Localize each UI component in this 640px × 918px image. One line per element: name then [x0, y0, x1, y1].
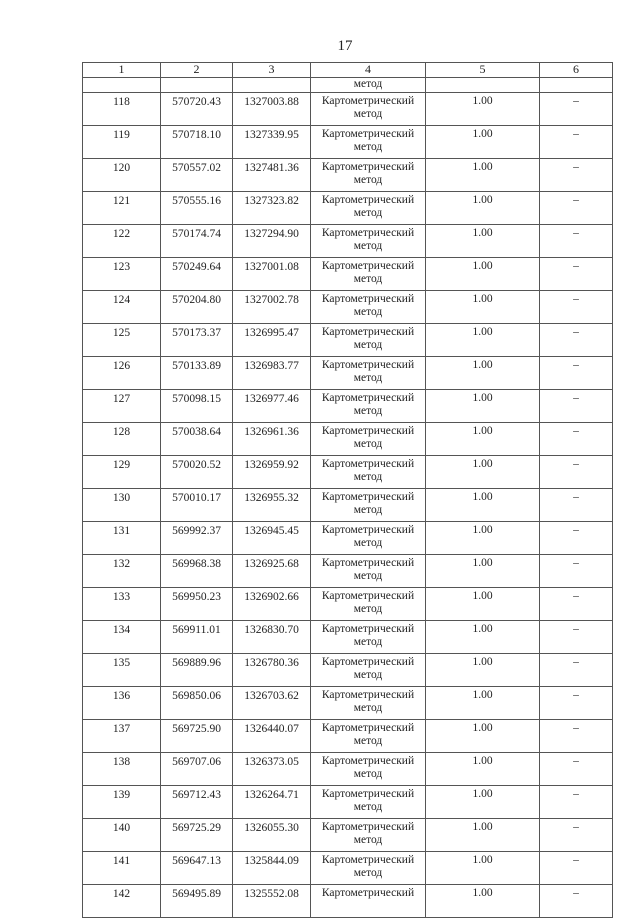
table-row [83, 225, 613, 258]
point-number-cell: 127 [83, 390, 161, 423]
method-line-1: Картометрический [321, 392, 415, 404]
method-cell [311, 621, 426, 654]
method-line-1: Картометрический [321, 887, 415, 899]
precision-cell: 1.00 [426, 489, 540, 522]
method-line-1: Картометрический [321, 260, 415, 272]
method-cell [311, 456, 426, 489]
method-line-2: метод [353, 273, 383, 285]
table-row [83, 852, 613, 885]
method-line-2: метод [353, 405, 383, 417]
method-cell [311, 555, 426, 588]
method-cell [311, 588, 426, 621]
y-coordinate-cell: 1326055.30 [233, 819, 311, 852]
method-cell [311, 720, 426, 753]
point-number-cell: 131 [83, 522, 161, 555]
x-coordinate-cell: 569647.13 [161, 852, 233, 885]
method-line-2: метод [353, 702, 383, 714]
method-line-2: метод [353, 636, 383, 648]
precision-cell: 1.00 [426, 390, 540, 423]
x-coordinate-cell: 570038.64 [161, 423, 233, 456]
precision-cell: 1.00 [426, 225, 540, 258]
y-coordinate-cell: 1326977.46 [233, 390, 311, 423]
precision-cell: 1.00 [426, 720, 540, 753]
x-coordinate-cell: 569725.90 [161, 720, 233, 753]
table-row [83, 258, 613, 291]
x-coordinate-cell: 569950.23 [161, 588, 233, 621]
x-coordinate-cell: 570098.15 [161, 390, 233, 423]
method-line-1: Картометрический [321, 623, 415, 635]
point-number-cell: 124 [83, 291, 161, 324]
method-line-2: метод [353, 306, 383, 318]
method-line-2: метод [353, 537, 383, 549]
method-line-2: метод [353, 603, 383, 615]
y-coordinate-cell: 1326983.77 [233, 357, 311, 390]
point-number-cell: 139 [83, 786, 161, 819]
method-line-1: Картометрический [321, 524, 415, 536]
x-coordinate-cell: 569911.01 [161, 621, 233, 654]
method-line-1: Картометрический [321, 227, 415, 239]
method-cell [311, 159, 426, 192]
x-coordinate-cell: 570718.10 [161, 126, 233, 159]
table-row [83, 456, 613, 489]
point-number-cell: 141 [83, 852, 161, 885]
precision-cell: 1.00 [426, 786, 540, 819]
point-number-cell: 118 [83, 93, 161, 126]
column-header-6: 6 [540, 63, 613, 78]
x-coordinate-cell: 570174.74 [161, 225, 233, 258]
method-line-1: Картометрический [321, 359, 415, 371]
table-row [83, 357, 613, 390]
x-coordinate-cell: 570204.80 [161, 291, 233, 324]
table-row [83, 126, 613, 159]
table-row [83, 93, 613, 126]
point-number-cell: 119 [83, 126, 161, 159]
point-number-cell: 142 [83, 885, 161, 918]
method-line-1: Картометрический [321, 128, 415, 140]
y-coordinate-cell: 1326925.68 [233, 555, 311, 588]
method-line-2: метод [353, 669, 383, 681]
point-number-cell: 123 [83, 258, 161, 291]
x-coordinate-cell: 569992.37 [161, 522, 233, 555]
note-cell: – [540, 456, 613, 489]
precision-cell: 1.00 [426, 654, 540, 687]
note-cell: – [540, 621, 613, 654]
note-cell: – [540, 390, 613, 423]
page-number: 17 [337, 38, 353, 54]
method-cell [311, 390, 426, 423]
x-coordinate-cell: 570020.52 [161, 456, 233, 489]
precision-cell: 1.00 [426, 324, 540, 357]
x-coordinate-cell: 570720.43 [161, 93, 233, 126]
x-coordinate-cell: 569712.43 [161, 786, 233, 819]
table-row [83, 687, 613, 720]
x-coordinate-cell: 569968.38 [161, 555, 233, 588]
method-cell [311, 324, 426, 357]
method-line-2: метод [353, 834, 383, 846]
note-cell: – [540, 786, 613, 819]
y-coordinate-cell: 1326440.07 [233, 720, 311, 753]
x-coordinate-cell: 570557.02 [161, 159, 233, 192]
y-coordinate-cell: 1326902.66 [233, 588, 311, 621]
method-line-2: метод [353, 867, 383, 879]
note-cell: – [540, 291, 613, 324]
precision-cell: 1.00 [426, 126, 540, 159]
method-line-2: метод [353, 570, 383, 582]
precision-cell: 1.00 [426, 93, 540, 126]
point-number-cell: 137 [83, 720, 161, 753]
table-row [83, 555, 613, 588]
y-coordinate-cell: 1325552.08 [233, 885, 311, 918]
x-coordinate-cell: 569707.06 [161, 753, 233, 786]
point-number-cell: 126 [83, 357, 161, 390]
point-number-cell: 134 [83, 621, 161, 654]
table-row [83, 654, 613, 687]
y-coordinate-cell: 1327003.88 [233, 93, 311, 126]
method-line-2: метод [353, 471, 383, 483]
table-row [83, 423, 613, 456]
note-cell: – [540, 522, 613, 555]
method-line-1: Картометрический [321, 755, 415, 767]
point-number-cell: 138 [83, 753, 161, 786]
precision-cell: 1.00 [426, 621, 540, 654]
point-number-cell: 128 [83, 423, 161, 456]
method-line-1: Картометрический [321, 656, 415, 668]
note-cell: – [540, 324, 613, 357]
note-cell: – [540, 258, 613, 291]
precision-cell: 1.00 [426, 192, 540, 225]
column-header-5: 5 [426, 63, 540, 78]
x-coordinate-cell: 570133.89 [161, 357, 233, 390]
table-row [83, 159, 613, 192]
method-line-1: Картометрический [321, 425, 415, 437]
x-coordinate-cell: 569889.96 [161, 654, 233, 687]
table-row [83, 753, 613, 786]
note-cell: – [540, 852, 613, 885]
method-line-1: Картометрический [321, 458, 415, 470]
note-cell: – [540, 192, 613, 225]
table-row [83, 291, 613, 324]
method-cell [311, 258, 426, 291]
precision-cell: 1.00 [426, 357, 540, 390]
point-number-cell: 136 [83, 687, 161, 720]
precision-cell: 1.00 [426, 852, 540, 885]
method-line-2: метод [353, 504, 383, 516]
precision-cell: 1.00 [426, 753, 540, 786]
method-cell [311, 192, 426, 225]
precision-cell: 1.00 [426, 885, 540, 918]
point-number-cell: 133 [83, 588, 161, 621]
y-coordinate-cell: 1327481.36 [233, 159, 311, 192]
method-cell [311, 489, 426, 522]
precision-cell: 1.00 [426, 522, 540, 555]
column-header-4: 4 [311, 63, 426, 78]
table-row [83, 192, 613, 225]
method-line-2: метод [353, 735, 383, 747]
table-row [83, 621, 613, 654]
note-cell: – [540, 93, 613, 126]
note-cell: – [540, 753, 613, 786]
method-line-2: метод [353, 207, 383, 219]
y-coordinate-cell: 1326959.92 [233, 456, 311, 489]
coordinates-table [82, 62, 613, 918]
y-coordinate-cell: 1326703.62 [233, 687, 311, 720]
method-cell [311, 357, 426, 390]
y-coordinate-cell: 1326830.70 [233, 621, 311, 654]
precision-cell: 1.00 [426, 159, 540, 192]
point-number-cell: 132 [83, 555, 161, 588]
note-cell: – [540, 687, 613, 720]
method-line-1: Картометрический [321, 788, 415, 800]
method-cell [311, 654, 426, 687]
method-line-1: Картометрический [321, 590, 415, 602]
y-coordinate-cell: 1326955.32 [233, 489, 311, 522]
point-number-cell: 140 [83, 819, 161, 852]
method-cell [311, 225, 426, 258]
precision-cell: 1.00 [426, 687, 540, 720]
table-row [83, 324, 613, 357]
x-coordinate-cell: 570173.37 [161, 324, 233, 357]
method-line-2: метод [353, 801, 383, 813]
table-row [83, 522, 613, 555]
y-coordinate-cell: 1327001.08 [233, 258, 311, 291]
point-number-cell: 122 [83, 225, 161, 258]
header-row [83, 63, 613, 78]
continuation-row [83, 78, 613, 93]
note-cell: – [540, 819, 613, 852]
method-line-2: метод [353, 240, 383, 252]
method-line-1: Картометрический [321, 161, 415, 173]
method-line-2: метод [353, 372, 383, 384]
method-cell [311, 786, 426, 819]
column-header-3: 3 [233, 63, 311, 78]
method-cell [311, 852, 426, 885]
note-cell: – [540, 885, 613, 918]
point-number-cell: 121 [83, 192, 161, 225]
table-row [83, 885, 613, 918]
point-number-cell: 129 [83, 456, 161, 489]
note-cell: – [540, 555, 613, 588]
note-cell: – [540, 225, 613, 258]
note-cell: – [540, 654, 613, 687]
y-coordinate-cell: 1327323.82 [233, 192, 311, 225]
method-line-2: метод [353, 438, 383, 450]
precision-cell: 1.00 [426, 258, 540, 291]
table-row [83, 720, 613, 753]
method-line-1: Картометрический [321, 293, 415, 305]
method-cell [311, 423, 426, 456]
method-cell [311, 819, 426, 852]
method-cell [311, 93, 426, 126]
y-coordinate-cell: 1325844.09 [233, 852, 311, 885]
note-cell: – [540, 159, 613, 192]
note-cell: – [540, 720, 613, 753]
table-row [83, 588, 613, 621]
method-line-2: метод [353, 174, 383, 186]
point-number-cell: 120 [83, 159, 161, 192]
x-coordinate-cell: 570249.64 [161, 258, 233, 291]
precision-cell: 1.00 [426, 423, 540, 456]
y-coordinate-cell: 1326373.05 [233, 753, 311, 786]
column-header-1: 1 [83, 63, 161, 78]
method-line-1: Картометрический [321, 194, 415, 206]
note-cell: – [540, 126, 613, 159]
y-coordinate-cell: 1326945.45 [233, 522, 311, 555]
method-line-1: Картометрический [321, 557, 415, 569]
table-row [83, 819, 613, 852]
method-line-1: Картометрический [321, 854, 415, 866]
continuation-method-text: метод [311, 78, 426, 93]
point-number-cell: 125 [83, 324, 161, 357]
x-coordinate-cell: 570010.17 [161, 489, 233, 522]
y-coordinate-cell: 1326995.47 [233, 324, 311, 357]
method-cell [311, 291, 426, 324]
x-coordinate-cell: 569495.89 [161, 885, 233, 918]
precision-cell: 1.00 [426, 588, 540, 621]
note-cell: – [540, 588, 613, 621]
method-cell [311, 687, 426, 720]
method-line-1: Картометрический [321, 722, 415, 734]
table-row [83, 390, 613, 423]
method-cell [311, 522, 426, 555]
note-cell: – [540, 423, 613, 456]
table-row [83, 489, 613, 522]
method-line-1: Картометрический [321, 491, 415, 503]
method-line-1: Картометрический [321, 95, 415, 107]
method-line-1: Картометрический [321, 821, 415, 833]
y-coordinate-cell: 1327294.90 [233, 225, 311, 258]
x-coordinate-cell: 569725.29 [161, 819, 233, 852]
x-coordinate-cell: 570555.16 [161, 192, 233, 225]
y-coordinate-cell: 1326961.36 [233, 423, 311, 456]
method-line-2: метод [353, 141, 383, 153]
precision-cell: 1.00 [426, 291, 540, 324]
x-coordinate-cell: 569850.06 [161, 687, 233, 720]
precision-cell: 1.00 [426, 456, 540, 489]
note-cell: – [540, 357, 613, 390]
method-cell [311, 753, 426, 786]
method-line-1: Картометрический [321, 689, 415, 701]
y-coordinate-cell: 1327002.78 [233, 291, 311, 324]
y-coordinate-cell: 1327339.95 [233, 126, 311, 159]
method-line-2: метод [353, 768, 383, 780]
precision-cell: 1.00 [426, 819, 540, 852]
method-cell [311, 885, 426, 918]
y-coordinate-cell: 1326780.36 [233, 654, 311, 687]
table-row [83, 786, 613, 819]
y-coordinate-cell: 1326264.71 [233, 786, 311, 819]
point-number-cell: 130 [83, 489, 161, 522]
note-cell: – [540, 489, 613, 522]
method-line-1: Картометрический [321, 326, 415, 338]
point-number-cell: 135 [83, 654, 161, 687]
method-line-2: метод [353, 339, 383, 351]
method-line-2: метод [353, 108, 383, 120]
method-cell [311, 126, 426, 159]
precision-cell: 1.00 [426, 555, 540, 588]
column-header-2: 2 [161, 63, 233, 78]
